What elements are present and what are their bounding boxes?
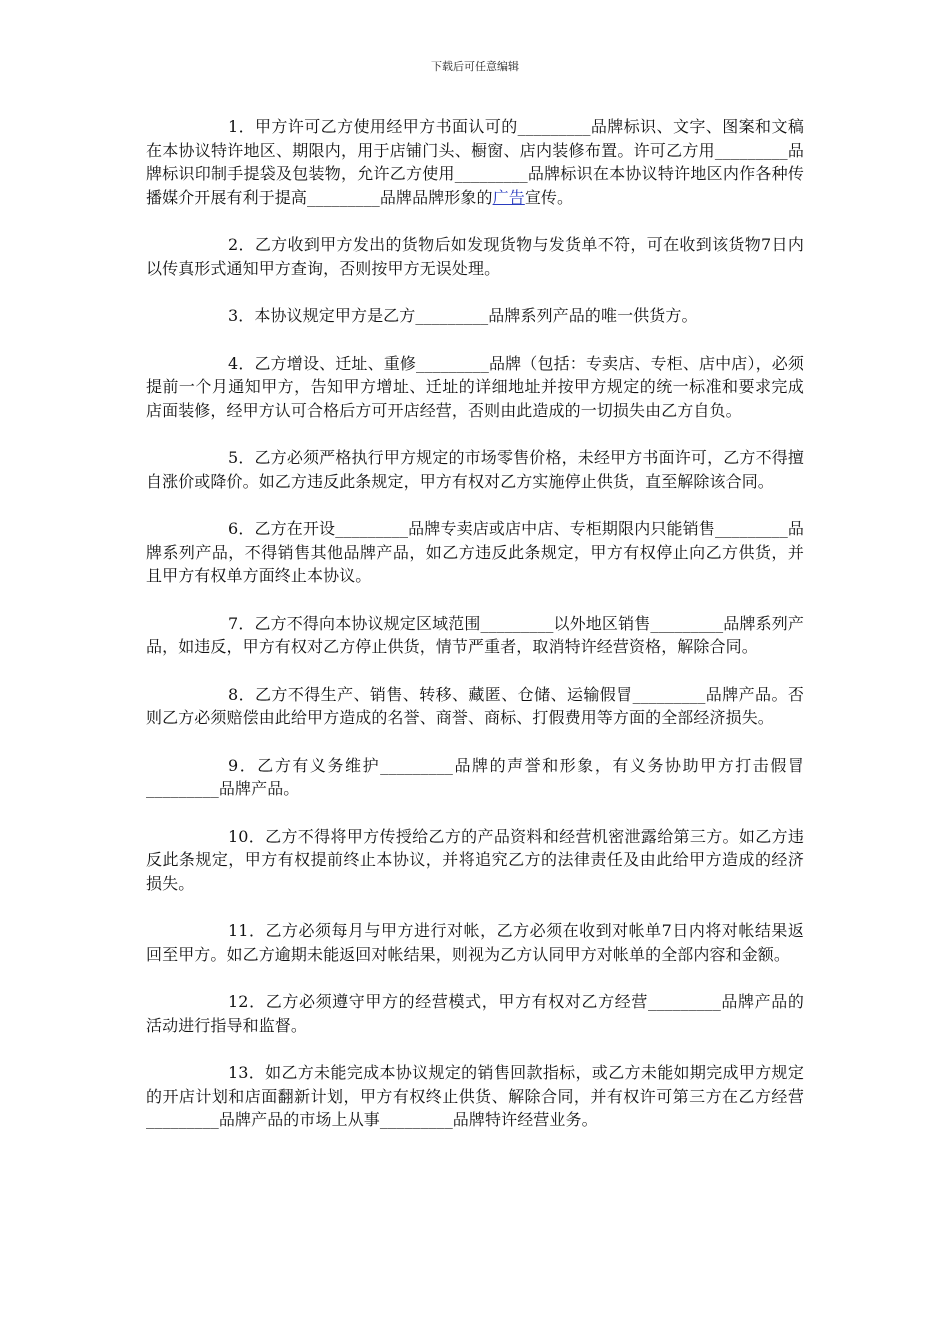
page-header: 下载后可任意编辑	[431, 60, 519, 73]
clause-5: 5．乙方必须严格执行甲方规定的市场零售价格，未经甲方书面许可，乙方不得擅自涨价或降价。如乙方违反此条规定，甲方有权对乙方实施停止供货，直至解除该合同。	[146, 448, 804, 491]
clause-13: 13．如乙方未能完成本协议规定的销售回款指标，或乙方未能如期完成甲方规定的开店计划和店面翻新计划，甲方有权终止供货、解除合同，并有权许可第三方在乙方经营_________品牌产品的市场上从事_________品牌特许经营业务。	[146, 1063, 804, 1129]
document-body	[146, 115, 804, 1156]
clause-3: 3．本协议规定甲方是乙方_________品牌系列产品的唯一供货方。	[228, 306, 698, 325]
clause-12: 12．乙方必须遵守甲方的经营模式，甲方有权对乙方经营_________品牌产品的活动进行指导和监督。	[146, 992, 804, 1035]
clause-4: 4．乙方增设、迁址、重修_________品牌（包括：专卖店、专柜、店中店），必须提前一个月通知甲方，告知甲方增址、迁址的详细地址并按甲方规定的统一标准和要求完成店面装修，经甲方认可合格后方可开店经营，否则由此造成的一切损失由乙方自负。	[146, 353, 804, 420]
clause-7: 7．乙方不得向本协议规定区域范围_________以外地区销售_________品牌系列产品，如违反，甲方有权对乙方停止供货，情节严重者，取消特许经营资格，解除合同。	[146, 613, 804, 656]
clause-11: 11．乙方必须每月与甲方进行对帐，乙方必须在收到对帐单7日内将对帐结果返回至甲方。如乙方逾期未能返回对帐结果，则视为乙方认同甲方对帐单的全部内容和金额。	[146, 921, 804, 964]
advertising-link[interactable]: 广告	[492, 187, 525, 207]
clause-8: 8．乙方不得生产、销售、转移、藏匿、仓储、运输假冒_________品牌产品。否则乙方必须赔偿由此给甲方造成的名誉、商誉、商标、打假费用等方面的全部经济损失。	[146, 684, 804, 727]
clause-1	[146, 115, 804, 209]
clause-6: 6．乙方在开设_________品牌专卖店或店中店、专柜期限内只能销售_________品牌系列产品，不得销售其他品牌产品，如乙方违反此条规定，甲方有权停止向乙方供货，并且甲方有权单方面终止本协议。	[146, 519, 804, 585]
clause-1-tail: 宣传。	[524, 187, 574, 207]
clause-2: 2．乙方收到甲方发出的货物后如发现货物与发货单不符，可在收到该货物7日内以传真形式通知甲方查询，否则按甲方无误处理。	[146, 235, 804, 278]
clause-9: 9．乙方有义务维护_________品牌的声誉和形象，有义务协助甲方打击假冒_________品牌产品。	[146, 755, 804, 798]
clause-1-text: 1．甲方许可乙方使用经甲方书面认可的_________品牌标识、文字、图案和文稿在本协议特许地区、期限内，用于店铺门头、橱窗、店内装修布置。许可乙方用_________品牌标识印制手提袋及包装物，允许乙方使用_________品牌标识在本协议特许地区内作各种传播媒介开展有利于提高_________品牌品牌形象的	[146, 117, 804, 207]
clause-10: 10．乙方不得将甲方传授给乙方的产品资料和经营机密泄露给第三方。如乙方违反此条规定，甲方有权提前终止本协议，并将追究乙方的法律责任及由此给甲方造成的经济损失。	[146, 826, 804, 893]
